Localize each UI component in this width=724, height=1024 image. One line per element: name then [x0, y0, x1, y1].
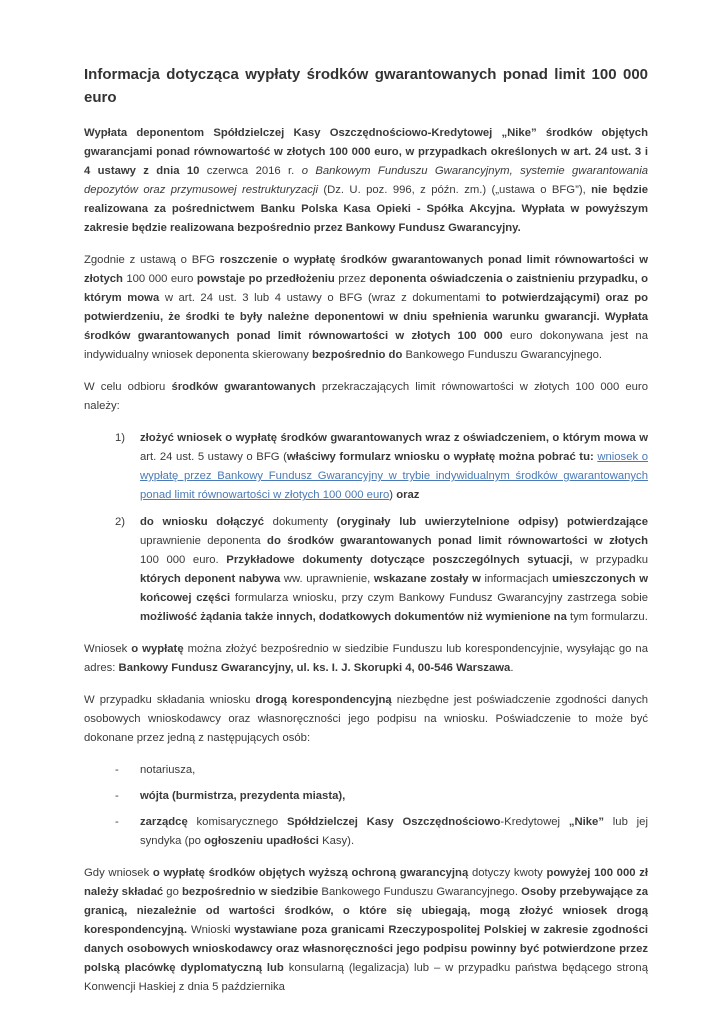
list-item	[84, 429, 648, 505]
list-item	[84, 813, 648, 851]
text-run: przekraczających limit równowartości w złotych 100 000 euro należy:	[84, 381, 648, 412]
text-run: o wypłatę	[131, 643, 188, 655]
text-run: o Bankowym Funduszu Gwarancyjnym, systemie gwarantowania depozytów oraz przymusowej restrukturyzacji	[84, 165, 648, 196]
dash-list	[84, 761, 648, 851]
paragraph	[84, 251, 648, 365]
text-run: to potwierdzającymi) oraz po potwierdzeniu, że środki te były należne deponentowi w dniu spełnienia warunku gwarancji. Wypłata środków gwarantowanych ponad limit równowartości w złotych 100 000	[84, 292, 648, 342]
text-run: do wniosku dołączyć	[140, 516, 273, 528]
text-run: go	[166, 886, 183, 898]
text-run: -Kredytowej	[500, 816, 569, 828]
text-run: w przypadku	[580, 554, 648, 566]
text-run: bezpośrednio w siedzibie	[182, 886, 322, 898]
text-run: wystawiane poza granicami Rzeczypospolitej Polskiej w zakresie zgodności danych osobowych wnioskodawcy oraz własnoręczności jego podpisu powinny być potwierdzone przez polską placówkę dyplomatyczną lub	[84, 924, 648, 974]
text-run: „Nike”	[568, 816, 613, 828]
list-item	[84, 513, 648, 627]
text-run: konsularną (legalizacja) lub – w przypadku państwa będącego stroną Konwencji Haskiej z dnia 5 października	[84, 962, 648, 993]
paragraph	[84, 124, 648, 238]
text-run: Wniosek	[84, 643, 132, 655]
text-run: zarządcę	[140, 816, 197, 828]
text-run: Gdy wniosek	[84, 867, 153, 879]
text-run: Osoby przebywające za granicą, niezależnie od wartości środków, o które się ubiegają, mogą złożyć wniosek drogą korespondencyjną.	[84, 886, 648, 936]
paragraph	[84, 378, 648, 416]
text-run: Wypłata deponentom Spółdzielczej Kasy Oszczędnościowo-Kredytowej „Nike” środków objętych gwarancjami ponad równowartość w złotych 100 000 euro, w przypadkach określonych w art. 24 ust. 3 i 4 ustawy z dnia 10	[84, 127, 648, 177]
text-run: euro dokonywana jest na indywidualny wniosek deponenta skierowany	[84, 330, 648, 361]
text-run: tym formularzu.	[570, 611, 648, 623]
text-run: przez	[338, 273, 370, 285]
text-run: Bankowego Funduszu Gwarancyjnego.	[321, 886, 522, 898]
text-run: oraz	[396, 489, 420, 501]
text-run: ogłoszeniu upadłości	[204, 835, 323, 847]
text-run: dokumenty	[272, 516, 337, 528]
text-run: powyżej 100 000 zł należy składać	[84, 867, 648, 898]
text-run: Wnioski	[190, 924, 235, 936]
text-run: roszczenie o wypłatę środków gwarantowanych ponad limit równowartości w złotych	[84, 254, 648, 285]
text-run: których deponent nabywa	[140, 573, 284, 585]
list-item	[84, 787, 648, 806]
list-item-text	[140, 790, 345, 802]
text-run: )	[389, 489, 397, 501]
text-run: informacjach	[484, 573, 553, 585]
text-run: notariusza,	[140, 764, 196, 776]
text-run: wójta (burmistrza, prezydenta miasta),	[140, 790, 346, 802]
text-run: w art. 24 ust. 3 lub 4 ustawy o BFG (wraz z dokumentami	[164, 292, 486, 304]
text-run: (Dz. U. poz. 996, z późn. zm.) („ustawa o BFG”),	[323, 184, 592, 196]
text-run: (oryginały lub uwierzytelnione odpisy) potwierdzające	[336, 516, 648, 528]
numbered-list	[84, 429, 648, 627]
list-marker: -	[115, 816, 119, 828]
text-run: o wypłatę środków objętych wyższą ochroną gwarancyjną	[152, 867, 472, 879]
text-run: można złożyć bezpośrednio w siedzibie Funduszu lub korespondencyjnie, wysyłając go na adres:	[84, 643, 648, 674]
text-run: złożyć wniosek o wypłatę środków gwarantowanych wraz z oświadczeniem, o którym mowa w	[140, 432, 648, 444]
text-run: komisarycznego	[196, 816, 287, 828]
text-run: W przypadku składania wniosku	[84, 694, 256, 706]
text-run: uprawnienie deponenta	[140, 535, 268, 547]
text-run: W celu odbioru	[84, 381, 172, 393]
text-run: możliwość żądania także innych, dodatkowych dokumentów niż wymienione na	[140, 611, 570, 623]
text-run: Kasy).	[322, 835, 355, 847]
text-run: 100 000 euro	[126, 273, 197, 285]
text-run: lub jej syndyka (po	[140, 816, 648, 847]
list-item-text	[140, 516, 648, 623]
list-item	[84, 761, 648, 780]
document-title	[84, 63, 648, 109]
text-run: Przykładowe dokumenty dotyczące poszczególnych sytuacji,	[226, 554, 581, 566]
document-body	[84, 63, 648, 997]
text-run: nie będzie realizowana za pośrednictwem Banku Polska Kasa Opieki - Spółka Akcyjna. Wypłata w powyższym zakresie będzie realizowana bezpośrednio przez Bankowy Fundusz Gwarancyjny.	[84, 184, 648, 234]
text-run: czerwca 2016 r.	[206, 165, 302, 177]
text-run: Zgodnie z ustawą o BFG	[84, 254, 220, 266]
paragraph	[84, 640, 648, 678]
text-run: 100 000 euro.	[140, 554, 227, 566]
list-item-text	[140, 432, 648, 501]
paragraph	[84, 691, 648, 748]
list-marker: -	[115, 790, 119, 802]
text-run: formularza wniosku, przy czym Bankowy Fundusz Gwarancyjny zastrzega sobie	[234, 592, 648, 604]
text-run: Spółdzielczej Kasy Oszczędnościowo	[286, 816, 501, 828]
text-run: deponenta oświadczenia o zaistnieniu przypadku, o którym mowa	[84, 273, 649, 304]
text-run: drogą korespondencyjną	[255, 694, 397, 706]
text-run: do środków gwarantowanych ponad limit równowartości w złotych	[267, 535, 648, 547]
text-run: Informacja dotycząca wypłaty środków gwarantowanych ponad limit 100 000 euro	[84, 66, 648, 106]
text-run: wskazane zostały w	[373, 573, 485, 585]
text-run: powstaje po przedłożeniu	[196, 273, 339, 285]
text-run: ww. uprawnienie,	[283, 573, 374, 585]
text-run: art. 24 ust. 5 ustawy o BFG (	[140, 451, 287, 463]
list-item-text	[140, 816, 648, 847]
text-run: właściwy formularz wniosku o wypłatę można pobrać tu:	[286, 451, 598, 463]
list-marker: 1)	[115, 432, 126, 444]
list-marker: 2)	[115, 516, 126, 528]
text-run: dotyczy kwoty	[471, 867, 547, 879]
paragraph	[84, 864, 648, 997]
text-run: .	[510, 662, 514, 674]
download-form-link[interactable]: wniosek o wypłatę przez Bankowy Fundusz Gwarancyjny w trybie indywidualnym środków gwarantowanych ponad limit równowartości w złotych 100 000 euro	[140, 451, 648, 501]
text-run: bezpośrednio do	[311, 349, 406, 361]
text-run: Bankowego Funduszu Gwarancyjnego.	[405, 349, 603, 361]
text-run: środków gwarantowanych	[171, 381, 322, 393]
text-run: niezbędne jest poświadczenie zgodności danych osobowych wnioskodawcy oraz własnoręczności jego podpisu na wniosku. Poświadczenie to może być dokonane przez jedną z następujących osób:	[84, 694, 649, 744]
text-run: Bankowy Fundusz Gwarancyjny, ul. ks. I. J. Skorupki 4, 00-546 Warszawa	[118, 662, 511, 674]
text-run: umieszczonych w końcowej części	[140, 573, 648, 604]
list-item-text	[140, 764, 195, 776]
list-marker: -	[115, 764, 119, 776]
